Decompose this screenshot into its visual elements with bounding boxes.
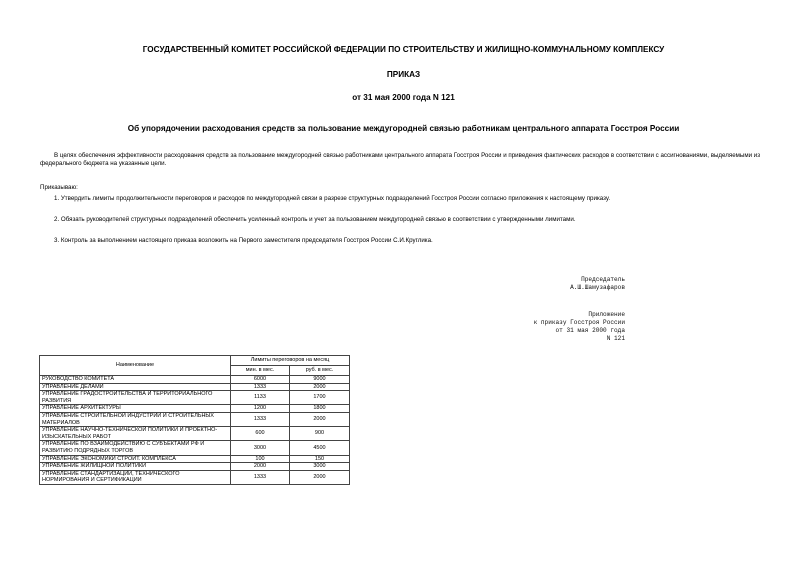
row-minutes: 6000	[231, 376, 290, 384]
row-name: УПРАВЛЕНИЕ ЖИЛИЩНОЙ ПОЛИТИКИ	[40, 463, 231, 471]
appendix-line-2: к приказу Госстроя России	[533, 319, 625, 326]
row-rubles: 3000	[290, 463, 350, 471]
order-item-1: 1. Утвердить лимиты продолжительности переговоров и расходов по междугородней связи в разрезе структурных подразделений Госстроя России согласно приложения к настоящему приказу.	[54, 195, 611, 202]
organization-title: ГОСУДАРСТВЕННЫЙ КОМИТЕТ РОССИЙСКОЙ ФЕДЕРАЦИИ ПО СТРОИТЕЛЬСТВУ И ЖИЛИЩНО-КОММУНАЛЬНОМУ КОМПЛЕКСУ	[142, 45, 665, 54]
table-row	[40, 463, 350, 471]
order-word: Приказываю:	[40, 184, 78, 191]
appendix-line-1: Приложение	[588, 311, 625, 318]
row-rubles: 1700	[290, 391, 350, 405]
header-rubles: руб. в мес.	[290, 366, 350, 376]
table-row	[40, 412, 350, 426]
row-minutes: 1133	[231, 391, 290, 405]
order-item-2: 2. Обязать руководителей структурных подразделений обеспечить усиленный контроль и учет за пользованием междугородней связью в соответствии с утвержденными лимитами.	[54, 216, 576, 223]
table-row	[40, 405, 350, 413]
row-minutes: 2000	[231, 463, 290, 471]
header-minutes: мин. в мес.	[231, 366, 290, 376]
row-minutes: 1333	[231, 412, 290, 426]
row-rubles: 2000	[290, 470, 350, 484]
row-rubles: 1800	[290, 405, 350, 413]
row-name: УПРАВЛЕНИЕ АРХИТЕКТУРЫ	[40, 405, 231, 413]
appendix-line-4: N 121	[606, 335, 625, 342]
table-row	[40, 470, 350, 484]
table-row	[40, 391, 350, 405]
row-rubles: 150	[290, 455, 350, 463]
row-name: УПРАВЛЕНИЕ СТРОИТЕЛЬНОЙ ИНДУСТРИИ И СТРОИТЕЛЬНЫХ МАТЕРИАЛОВ	[40, 412, 231, 426]
table-row	[40, 441, 350, 455]
document-type: ПРИКАЗ	[386, 70, 421, 79]
row-name: РУКОВОДСТВО КОМИТЕТА	[40, 376, 231, 384]
row-name: УПРАВЛЕНИЕ ПО ВЗАИМОДЕЙСТВИЮ С СУБЪЕКТАМИ РФ И РАЗВИТИЮ ПОДРЯДНЫХ ТОРГОВ	[40, 441, 231, 455]
row-name: УПРАВЛЕНИЕ НАУЧНО-ТЕХНИЧЕСКОЙ ПОЛИТИКИ И ПРОЕКТНО-ИЗЫСКАТЕЛЬНЫХ РАБОТ	[40, 427, 231, 441]
row-minutes: 600	[231, 427, 290, 441]
order-item-3: 3. Контроль за выполнением настоящего приказа возложить на Первого заместителя председателя Госстроя России С.И.Круглика.	[54, 237, 433, 244]
row-name: УПРАВЛЕНИЕ ДЕЛАМИ	[40, 383, 231, 391]
row-minutes: 1333	[231, 470, 290, 484]
row-minutes: 3000	[231, 441, 290, 455]
row-name: УПРАВЛЕНИЕ ГРАДОСТРОИТЕЛЬСТВА И ТЕРРИТОРИАЛЬНОГО РАЗВИТИЯ	[40, 391, 231, 405]
document-subject: Об упорядочении расходования средств за пользование междугородней связью работникам центрального аппарата Госстроя России	[127, 124, 680, 133]
row-rubles: 2000	[290, 383, 350, 391]
signature-name: А.Ш.Шамузафаров	[570, 284, 625, 291]
row-minutes: 1333	[231, 383, 290, 391]
header-name: Наименование	[40, 356, 231, 376]
row-name: УПРАВЛЕНИЕ ЭКОНОМИКИ СТРОИТ. КОМПЛЕКСА	[40, 455, 231, 463]
limits-table	[39, 355, 350, 485]
row-rubles: 2000	[290, 412, 350, 426]
row-minutes: 100	[231, 455, 290, 463]
table-row	[40, 427, 350, 441]
row-rubles: 4500	[290, 441, 350, 455]
appendix-line-3: от 31 мая 2000 года	[555, 327, 625, 334]
signature-title: Председатель	[581, 276, 625, 283]
appendix-heading	[470, 311, 625, 343]
preamble-paragraph: В целях обеспечения эффективности расходования средств за пользование междугородней связью работниками центрального аппарата Госстроя России и приведения фактических расходов в соответствии с ассигнованиями, выделяемыми из федерального бюджета на указанные цели.	[40, 152, 761, 168]
signature-block	[480, 276, 625, 292]
row-name: УПРАВЛЕНИЕ СТАНДАРТИЗАЦИИ, ТЕХНИЧЕСКОГО НОРМИРОВАНИЯ И СЕРТИФИКАЦИИ	[40, 470, 231, 484]
document-date-number: от 31 мая 2000 года N 121	[352, 93, 455, 102]
row-rubles: 9000	[290, 376, 350, 384]
table-row	[40, 383, 350, 391]
header-limits: Лимиты переговоров на месяц	[231, 356, 350, 366]
row-rubles: 900	[290, 427, 350, 441]
table-row	[40, 455, 350, 463]
row-minutes: 1200	[231, 405, 290, 413]
table-row	[40, 376, 350, 384]
